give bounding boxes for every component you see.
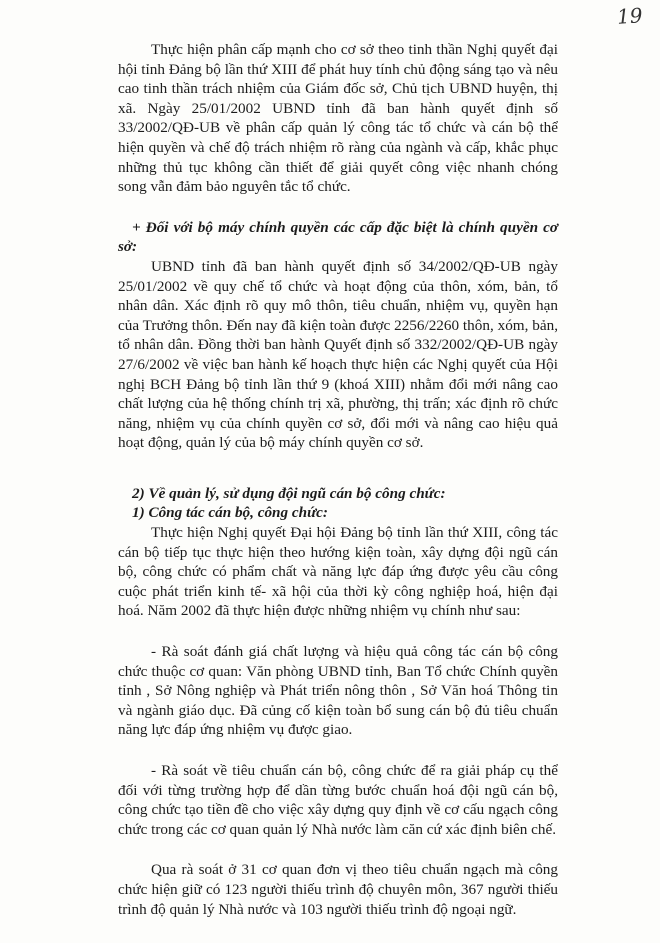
paragraph-review-results: Qua rà soát ở 31 cơ quan đơn vị theo tiêu chuẩn ngạch mà công chức hiện giữ có 123 người thiếu trình độ chuyên môn, 367 người thiếu trình độ quản lý Nhà nước và 103 người thiếu trình độ ngoại ngữ. bbox=[118, 861, 558, 918]
document-body bbox=[118, 40, 558, 919]
paragraph-standards-review: - Rà soát về tiêu chuẩn cán bộ, công chức để ra giải pháp cụ thể đối với từng trường hợp để dần từng bước chuẩn hoá đội ngũ cán bộ, công chức tạo tiền đề cho việc xây dựng quy định về cơ cấu ngạch công chức trong các cơ quan quản lý Nhà nước làm căn cứ xác định biên chế. bbox=[118, 762, 558, 838]
subsection-heading-personnel-work: 1) Công tác cán bộ, công chức: bbox=[132, 504, 328, 522]
paragraph-quality-review: - Rà soát đánh giá chất lượng và hiệu quả công tác cán bộ công chức thuộc cơ quan: Văn phòng UBND tỉnh, Ban Tổ chức Chính quyền tỉnh , Sở Nông nghiệp và Phát triển nông thôn , Sở Văn hoá Thông tin và ngành giáo dục. Đã củng cố kiện toàn bổ sung cán bộ đủ tiêu chuẩn năng lực đáp ứng nhiệm vụ được giao. bbox=[118, 643, 558, 739]
paragraph-village-regulation: UBND tỉnh đã ban hành quyết định số 34/2002/QĐ-UB ngày 25/01/2002 về quy chế tổ chức và hoạt động của thôn, xóm, bản, tổ nhân dân. Xác định rõ quy mô thôn, tiêu chuẩn, nhiệm vụ, quyền hạn của Trưởng thôn. Đến nay đã kiện toàn được 2256/2260 thôn, xóm, bản, tổ nhân dân. Đồng thời ban hành Quyết định số 332/2002/QĐ-UB ngày 27/6/2002 về việc ban hành kế hoạch thực hiện các Nghị quyết của Hội nghị BCH Đảng bộ tỉnh lần thứ 9 (khoá XIII) nhằm đổi mới nâng cao chất lượng của hệ thống chính trị xã, phường, thị trấn; xác định rõ chức năng, nhiệm vụ của chính quyền cơ sở, đổi mới và nâng cao hiệu quả hoạt động, quản lý của bộ máy chính quyền cơ sở. bbox=[118, 257, 558, 452]
paragraph-personnel-implementation: Thực hiện Nghị quyết Đại hội Đảng bộ tỉnh lần thứ XIII, công tác cán bộ tiếp tục thực hiện theo hướng kiện toàn, xây dựng đội ngũ cán bộ, công chức có phẩm chất và năng lực đáp ứng được yêu cầu công cuộc phát triển kinh tế- xã hội của thời kỳ công nghiệp hoá, hiện đại hoá. Năm 2002 đã thực hiện được những nhiệm vụ chính như sau: bbox=[118, 524, 558, 620]
section-heading-civil-servant-management: 2) Về quản lý, sử dụng đội ngũ cán bộ công chức: bbox=[132, 484, 446, 502]
heading-government-apparatus: + Đối với bộ máy chính quyền các cấp đặc biệt là chính quyền cơ sở: bbox=[118, 218, 558, 256]
paragraph-decentralization: Thực hiện phân cấp mạnh cho cơ sở theo tinh thần Nghị quyết đại hội tỉnh Đảng bộ lần thứ XIII để phát huy tính chủ động sáng tạo và nêu cao tinh thần trách nhiệm của Giám đốc sở, Chủ tịch UBND huyện, thị xã. Ngày 25/01/2002 UBND tỉnh đã ban hành quyết định số 33/2002/QĐ-UB về phân cấp quản lý công tác tổ chức và cán bộ thể hiện quyền và chế độ trách nhiệm rõ ràng của ngành và cấp, khắc phục những thủ tục không cần thiết để giải quyết công việc nhanh chóng song vẫn đảm bảo nguyên tắc tổ chức. bbox=[118, 41, 558, 196]
handwritten-page-number: 19 bbox=[615, 3, 643, 29]
